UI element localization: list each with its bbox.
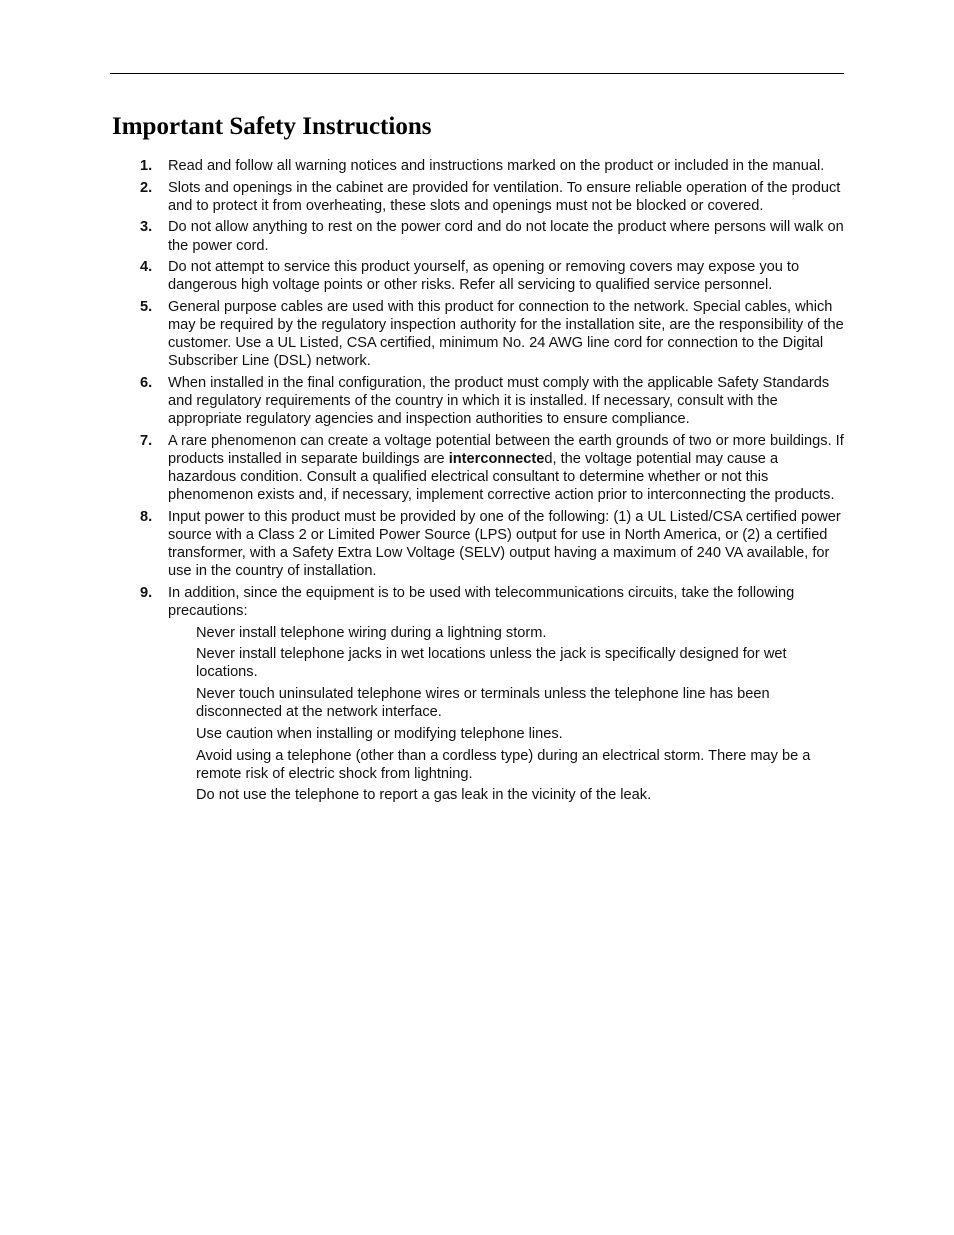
- precaution-item: Never install telephone jacks in wet locations unless the jack is specifically designed for wet locations.: [196, 646, 787, 681]
- instruction-item-6: [140, 374, 846, 428]
- instruction-text-after: d, the voltage potential may cause a hazardous condition. Consult a qualified electrical consultant to determine whether or not this phenomenon exists and, if necessary, implement corrective action prior to interconnecting the products.: [168, 450, 835, 504]
- safety-instructions-list: [140, 157, 846, 808]
- instruction-text-before: A rare phenomenon can create a voltage potential between the earth grounds of two or more buildings. If products installed in separate buildings are: [168, 432, 844, 467]
- instruction-number: 2.: [140, 179, 153, 196]
- instruction-text: In addition, since the equipment is to be used with telecommunications circuits, take the following precautions:: [168, 584, 795, 619]
- instruction-text: Read and follow all warning notices and instructions marked on the product or included in the manual.: [168, 158, 825, 174]
- instruction-number: 7.: [140, 432, 153, 449]
- instruction-number: 4.: [140, 259, 153, 276]
- instruction-item-9: [140, 584, 846, 805]
- precaution-item: Never touch uninsulated telephone wires or terminals unless the telephone line has been disconnected at the network interface.: [196, 686, 770, 721]
- instruction-number: 9.: [140, 584, 153, 601]
- instruction-text: Do not attempt to service this product yourself, as opening or removing covers may expose you to dangerous high voltage points or other risks. Refer all servicing to qualified service personnel.: [168, 259, 800, 294]
- instruction-text: Do not allow anything to rest on the power cord and do not locate the product where persons will walk on the power cord.: [168, 219, 844, 254]
- instruction-text-bold: interconnecte: [448, 450, 545, 467]
- instruction-item-7: [140, 432, 846, 504]
- instruction-text: When installed in the final configuration, the product must comply with the applicable Safety Standards and regulatory requirements of the country in which it is installed. If necessary, consult with the appropriate regulatory agencies and inspection authorities to ensure compliance.: [168, 375, 830, 428]
- precaution-item: Do not use the telephone to report a gas leak in the vicinity of the leak.: [196, 787, 652, 804]
- header-rule: [110, 73, 844, 74]
- instruction-text: Slots and openings in the cabinet are provided for ventilation. To ensure reliable operation of the product and to protect it from overheating, these slots and openings must not be blocked or covered.: [168, 179, 841, 214]
- instruction-number: 8.: [140, 508, 153, 525]
- instruction-item-3: [140, 218, 846, 254]
- page-title: Important Safety Instructions: [112, 113, 432, 140]
- instruction-item-5: [140, 298, 846, 370]
- instruction-number: 5.: [140, 299, 153, 316]
- precaution-item: Never install telephone wiring during a lightning storm.: [196, 624, 547, 641]
- instruction-text: Input power to this product must be provided by one of the following: (1) a UL Listed/CSA certified power source with a Class 2 or Limited Power Source (LPS) output for use in North America, or (2) a certified transformer, with a Safety Extra Low Voltage (SELV) output having a maximum of 240 VA available, for use in the country of installation.: [168, 508, 841, 580]
- instruction-text: General purpose cables are used with this product for connection to the network. Special cables, which may be required by the regulatory inspection authority for the installation site, are the responsibility of the customer. Use a UL Listed, CSA certified, minimum No. 24 AWG line cord for connection to the Digital Subscriber Line (DSL) network.: [168, 299, 844, 370]
- precautions-list: [168, 624, 846, 805]
- instruction-item-2: [140, 179, 846, 215]
- instruction-number: 3.: [140, 219, 153, 236]
- instruction-text: [168, 433, 844, 503]
- instruction-item-8: [140, 508, 846, 580]
- precaution-item: Avoid using a telephone (other than a cordless type) during an electrical storm. There may be a remote risk of electric shock from lightning.: [196, 747, 811, 782]
- instruction-number: 1.: [140, 158, 153, 174]
- precaution-item: Use caution when installing or modifying telephone lines.: [196, 725, 563, 742]
- instruction-item-1: [140, 157, 846, 175]
- instruction-item-4: [140, 258, 846, 294]
- instruction-number: 6.: [140, 375, 153, 391]
